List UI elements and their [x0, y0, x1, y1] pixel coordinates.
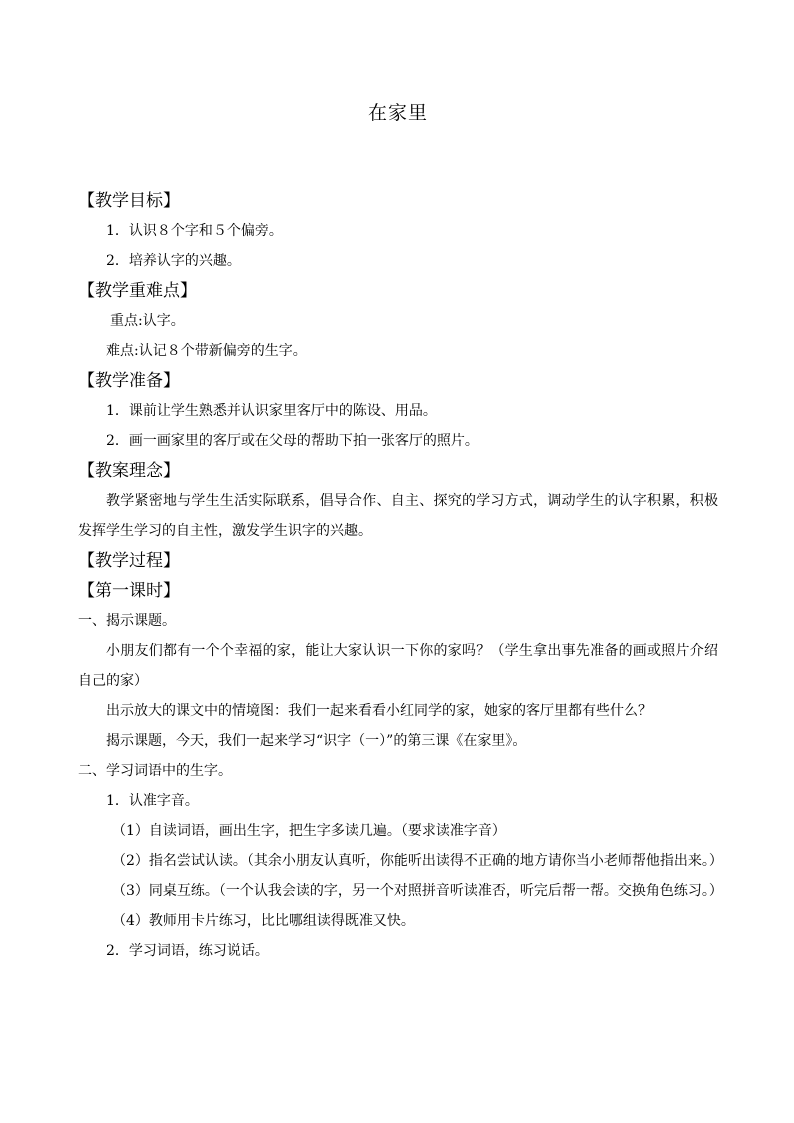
part-one-paragraph: 揭示课题，今天，我们一起来学习“识字（一）”的第三课《在家里》。 — [106, 733, 527, 749]
part-two-step-one: 1．认准字音。 — [106, 793, 199, 809]
heading-preparation: 【教学准备】 — [78, 371, 180, 391]
part-two-sub-item: （4）教师用卡片练习，比比哪组读得既准又快。 — [112, 913, 415, 929]
part-one-paragraph: 出示放大的课文中的情境图：我们一起来看看小红同学的家，她家的客厅里都有些什么？ — [106, 703, 652, 719]
preparation-item: 1．课前让学生熟悉并认识家里客厅中的陈设、用品。 — [106, 403, 437, 419]
heading-first-lesson: 【第一课时】 — [78, 581, 180, 601]
philosophy-paragraph: 教学紧密地与学生生活实际联系，倡导合作、自主、探究的学习方式，调动学生的认字积累，积极发挥学生学习的自主性，激发学生识字的兴趣。 — [78, 493, 718, 539]
key-point-focus: 重点:认字。 — [110, 313, 185, 329]
heading-teaching-process: 【教学过程】 — [78, 551, 180, 571]
part-two-sub-item: （3）同桌互练。（一个认我会读的字，另一个对照拼音听读准否，听完后帮一帮。交换角色练习。） — [112, 883, 723, 899]
heading-key-points: 【教学重难点】 — [78, 281, 197, 301]
part-one-title: 一、揭示课题。 — [78, 613, 176, 629]
part-two-step-two: 2．学习词语，练习说话。 — [106, 943, 269, 959]
part-one-paragraph: 小朋友们都有一个个幸福的家，能让大家认识一下你的家吗？（学生拿出事先准备的画或照片介绍自己的家） — [78, 643, 718, 689]
goal-item: 1．认识８个字和５个偏旁。 — [106, 223, 283, 239]
page-title: 在家里 — [367, 102, 428, 124]
part-two-sub-item: （2）指名尝试认读。（其余小朋友认真听，你能听出读得不正确的地方请你当小老师帮他指出来。） — [112, 853, 723, 869]
key-point-difficulty: 难点:认记８个带新偏旁的生字。 — [106, 343, 307, 359]
heading-teaching-goals: 【教学目标】 — [78, 191, 180, 211]
part-two-sub-item: （1）自读词语，画出生字，把生字多读几遍。（要求读准字音） — [112, 823, 506, 839]
goal-item: 2．培养认字的兴趣。 — [106, 253, 241, 269]
part-two-title: 二、学习词语中的生字。 — [78, 763, 232, 779]
document-body — [78, 186, 723, 966]
preparation-item: 2．画一画家里的客厅或在父母的帮助下拍一张客厅的照片。 — [106, 433, 479, 449]
heading-philosophy: 【教案理念】 — [78, 461, 180, 481]
